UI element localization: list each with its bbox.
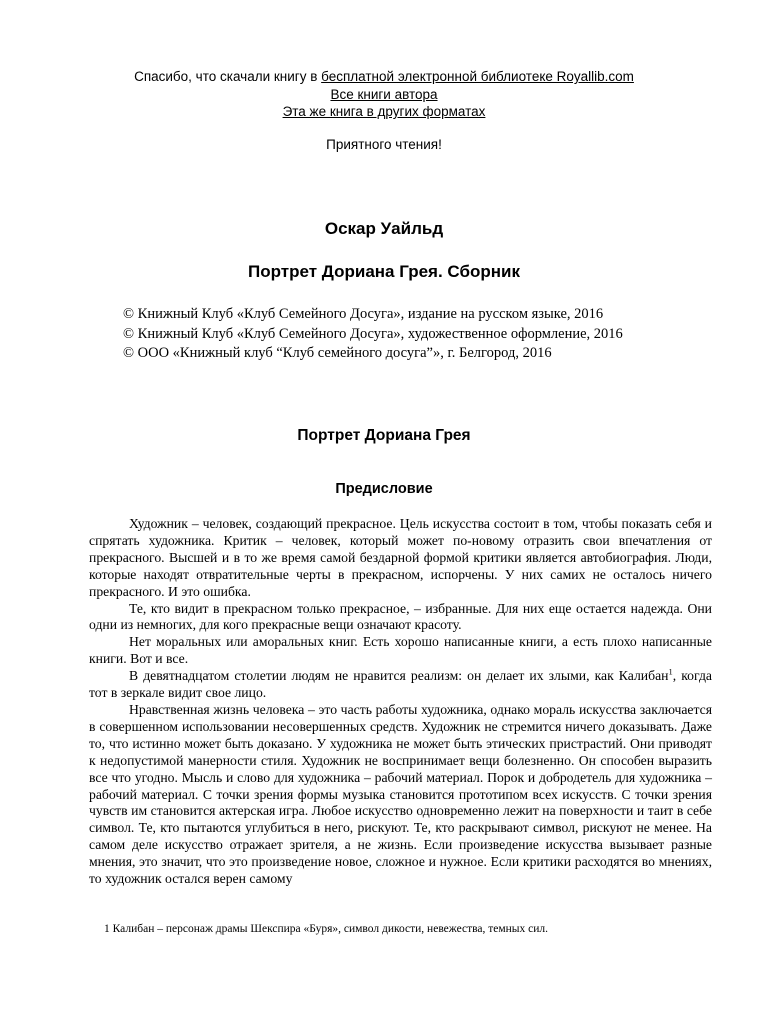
book-author: Оскар Уайльд [324, 219, 444, 238]
paragraph: Художник – человек, создающий прекрасное. Цель искусства состоит в том, чтобы показать себя и спрятать художника. Критик – человек, который может по-новому отразить свои впечатления от прекрасного. Высшей и в то же время самой бездарной формой критики является автобиография. Люди, которые находят отвратительные черты в прекрасном, испорчены. У них самих не осталось ничего прекрасного. И это ошибка. [89, 516, 712, 599]
copyright-line: © Книжный Клуб «Клуб Семейного Досуга», издание на русском языке, 2016 [123, 306, 604, 322]
book-title: Портрет Дориана Грея. Сборник [248, 262, 520, 281]
copyright-line: © Книжный Клуб «Клуб Семейного Досуга», художественное оформление, 2016 [123, 325, 623, 342]
library-link[interactable]: бесплатной электронной библиотеке Royallib.com [321, 69, 634, 84]
paragraph: Нравственная жизнь человека – это часть работы художника, однако мораль искусства заключается в совершенном использовании несовершенных средств. Художник не стремится ничего доказывать. Даже то, что истинно может быть доказано. У художника не может быть этических пристрастий. Они приводят к недопустимой манерности стиля. Художник не воспринимает вещи болезненно. Он способен выразить все что угодно. Мысль и слово для художника – рабочий материал. Порок и добродетель для художника – рабочий материал. С точки зрения формы музыка становится прототипом всех искусств. С точки зрения чувств им становится актерская игра. Любое искусство одновременно лежит на поверхности и таит в себе символ. Те, кто пытаются углубиться в него, рискуют. Те, кто раскрывают символ, рискуют не менее. На самом деле искусство отражает зрителя, а не жизнь. Если произведение искусства вызывает разные мнения, это значит, что это произведение новое, сложное и нужное. Если критики расходятся во мнениях, то художник остался верен самому [89, 701, 712, 887]
copyright-line: © ООО «Книжный клуб “Клуб семейного досуга”», г. Белгород, 2016 [123, 345, 552, 361]
paragraph-text: , когда тот в зеркале видит свое лицо. [89, 668, 712, 701]
paragraph: Те, кто видит в прекрасном только прекрасное, – избранные. Для них еще остается надежда. Они одни из немногих, для кого прекрасные вещи означают красоту. [89, 600, 712, 633]
paragraph [89, 668, 712, 702]
enjoy-reading-text: Приятного чтения! [326, 137, 442, 152]
footnote: 1 Калибан – персонаж драмы Шекспира «Буря», символ дикости, невежества, темных сил. [104, 923, 549, 935]
author-books-line [0, 86, 768, 104]
paragraph-text: В девятнадцатом столетии людям не нравится реализм: он делает их злыми, как Калибан [129, 668, 669, 684]
thanks-text: Спасибо, что скачали книгу в [134, 69, 322, 84]
section-title: Портрет Дориана Грея [297, 427, 471, 444]
other-formats-link[interactable]: Эта же книга в других форматах [282, 104, 486, 119]
copyright-block [123, 305, 723, 364]
preface-body [89, 516, 712, 888]
section-subtitle: Предисловие [335, 481, 433, 497]
download-thanks-line [0, 68, 768, 86]
paragraph: Нет моральных или аморальных книг. Есть хорошо написанные книги, а есть плохо написанные книги. Вот и все. [89, 634, 712, 667]
author-books-link[interactable]: Все книги автора [330, 87, 438, 102]
other-formats-line [0, 103, 768, 121]
footnote-reference[interactable]: 1 [668, 666, 673, 677]
